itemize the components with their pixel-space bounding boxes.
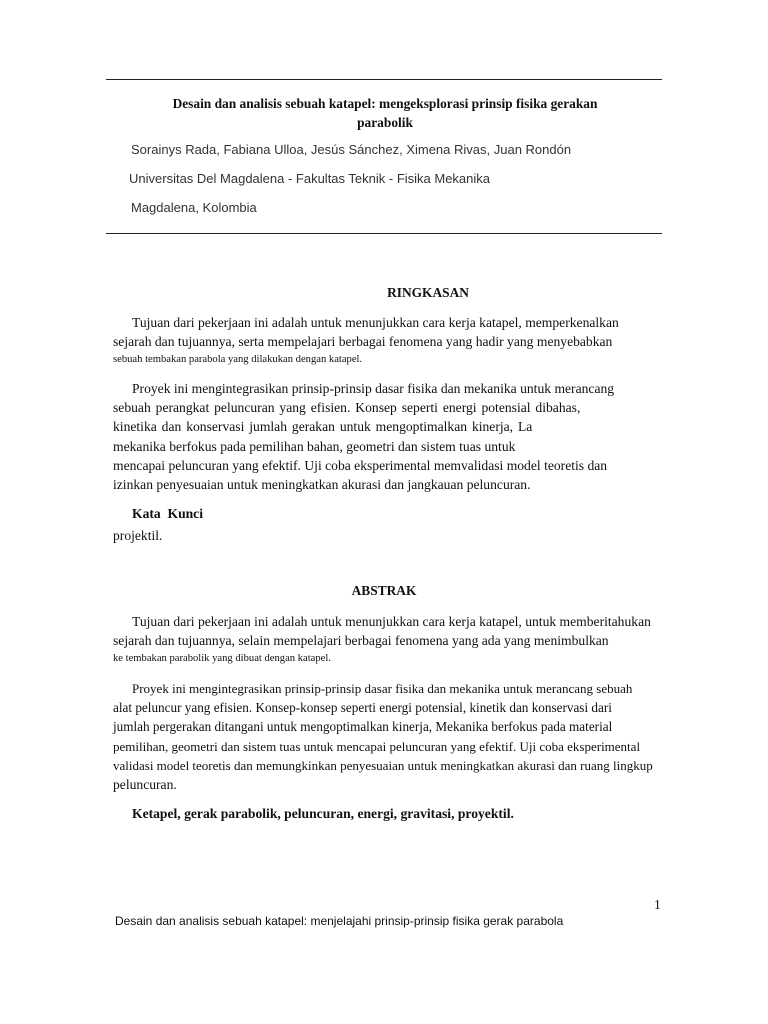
ringkasan-paragraph-2 xyxy=(113,379,675,494)
authors: Sorainys Rada, Fabiana Ulloa, Jesús Sánchez, Ximena Rivas, Juan Rondón xyxy=(131,142,572,157)
abstrak-paragraph-2 xyxy=(113,679,688,794)
ringkasan-p2-line-1: Proyek ini mengintegrasikan prinsip-prinsip dasar fisika dan mekanika untuk merancang xyxy=(132,381,615,396)
abstrak-keywords: Ketapel, gerak parabolik, peluncuran, energi, gravitasi, proyektil. xyxy=(132,806,514,821)
location: Magdalena, Kolombia xyxy=(131,200,257,215)
paper-title-line-1: Desain dan analisis sebuah katapel: mengeksplorasi prinsip fisika gerakan xyxy=(172,96,598,111)
abstrak-p2-line-3: jumlah pergerakan ditangani untuk mengoptimalkan kinerja, Mekanika berfokus pada material xyxy=(113,719,613,735)
abstrak-p1-line-1: Tujuan dari pekerjaan ini adalah untuk menunjukkan cara kerja katapel, untuk memberitahukan xyxy=(132,614,651,629)
affiliation: Universitas Del Magdalena - Fakultas Teknik - Fisika Mekanika xyxy=(129,171,491,186)
abstrak-p1-line-2: sejarah dan tujuannya, selain mempelajari berbagai fenomena yang ada yang menimbulkan xyxy=(113,633,609,649)
abstrak-p2-line-4: pemilihan, geometri dan sistem tuas untuk mencapai peluncuran yang efektif. Uji coba eksperimental xyxy=(113,738,641,754)
kata-kunci-value: projektil. xyxy=(113,528,163,543)
header-bottom-rule xyxy=(106,233,662,234)
abstrak-heading: ABSTRAK xyxy=(351,583,417,598)
abstrak-p2-line-6: peluncuran. xyxy=(113,777,177,793)
ringkasan-p2-line-6: izinkan penyesuaian untuk meningkatkan akurasi dan jangkauan peluncuran. xyxy=(113,477,531,493)
ringkasan-p2-line-5: mencapai peluncuran yang efektif. Uji coba eksperimental memvalidasi model teoretis dan xyxy=(113,457,608,473)
abstrak-p2-line-2: alat peluncur yang efisien. Konsep-konsep seperti energi potensial, kinetik dan konservasi dari xyxy=(113,700,612,716)
ringkasan-p2-line-2: sebuah perangkat peluncuran yang efisien. Konsep seperti energi potensial dibahas, xyxy=(113,400,581,416)
header-top-rule xyxy=(106,79,662,80)
abstrak-p2-line-1: Proyek ini mengintegrasikan prinsip-prinsip dasar fisika dan mekanika untuk merancang sebuah xyxy=(132,681,633,696)
abstrak-p2-line-5: validasi model teoretis dan memungkinkan penyesuaian untuk meningkatkan akurasi dan ruang lingkup xyxy=(113,757,653,773)
ringkasan-p2-line-3: kinetika dan konservasi jumlah gerakan untuk mengoptimalkan kinerja, La xyxy=(113,419,533,435)
paper-title xyxy=(120,94,650,132)
ringkasan-paragraph-1 xyxy=(113,313,675,370)
ringkasan-heading: RINGKASAN xyxy=(387,285,469,300)
abstrak-p1-line-3: ke tembakan parabolik yang dibuat dengan katapel. xyxy=(113,653,331,665)
ringkasan-p1-line-2: sejarah dan tujuannya, serta mempelajari berbagai fenomena yang hadir yang menyebabkan xyxy=(113,334,613,350)
paper-title-line-2: parabolik xyxy=(357,115,413,130)
running-title: Desain dan analisis sebuah katapel: menjelajahi prinsip-prinsip fisika gerak parabola xyxy=(115,914,564,928)
ringkasan-p1-line-1: Tujuan dari pekerjaan ini adalah untuk menunjukkan cara kerja katapel, memperkenalkan xyxy=(132,315,619,330)
abstrak-paragraph-1 xyxy=(113,612,688,669)
ringkasan-p1-line-3: sebuah tembakan parabola yang dilakukan dengan katapel. xyxy=(113,354,363,366)
kata-kunci-label: Kata Kunci xyxy=(132,506,203,521)
page-number: 1 xyxy=(654,897,661,912)
ringkasan-p2-line-4: mekanika berfokus pada pemilihan bahan, geometri dan sistem tuas untuk xyxy=(113,438,516,454)
